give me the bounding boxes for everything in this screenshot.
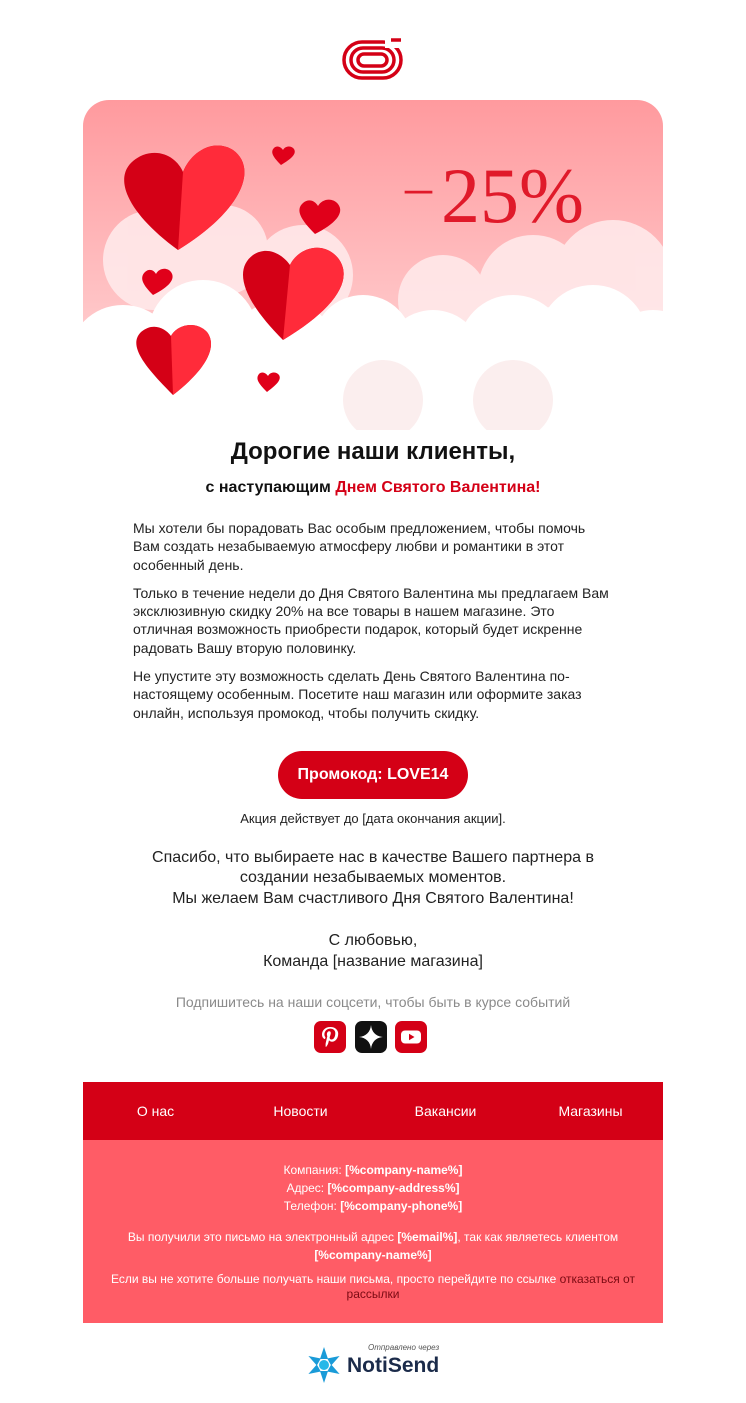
body-paragraph: Не упустите эту возможность сделать День Святого Валентина по-настоящему особенным. Посетите наш магазин или оформите заказ онлайн, используя промокод, чтобы получить скидку.	[133, 668, 582, 721]
notisend-sent-via: Отправлено через	[368, 1343, 440, 1352]
small-discount-20: 20%	[503, 302, 555, 333]
body-paragraph: Мы хотели бы порадовать Вас особым предложением, чтобы помочь Вам создать незабываемую атмосферу любви и романтики в этот особенный день.	[133, 520, 586, 573]
unsub-prefix: Если вы не хотите больше получать наши письма, просто перейдите по ссылке	[111, 1272, 560, 1286]
star-icon	[355, 1021, 387, 1053]
social-caption: Подпишитесь на наши соцсети, чтобы быть в курсе событий	[175, 994, 571, 1010]
email-body	[133, 519, 613, 732]
phone-label: Телефон:	[283, 1199, 341, 1213]
nav-item-about[interactable]: О нас	[136, 1103, 175, 1119]
main-discount: 25%	[441, 152, 584, 239]
greeting-subtitle	[83, 479, 663, 497]
footer-received-notice	[103, 1228, 643, 1264]
received-company: [%company-name%]	[314, 1248, 432, 1262]
received-middle: , так как являетесь клиентом	[457, 1230, 619, 1244]
phone-value: [%company-phone%]	[340, 1199, 463, 1213]
promo-note: Акция действует до [дата окончания акции].	[240, 811, 506, 826]
footer-unsubscribe-notice	[103, 1272, 643, 1302]
nav-item-vacancies[interactable]: Вакансии	[414, 1103, 477, 1119]
unsubscribe-link[interactable]: отказаться от рассылки	[346, 1272, 635, 1301]
promo-code-button[interactable]: Промокод: LOVE14	[278, 751, 468, 799]
thanks-block	[133, 848, 613, 909]
footer-company	[103, 1163, 643, 1177]
signoff-block	[133, 931, 613, 972]
received-prefix: Вы получили это письмо на электронный адрес	[127, 1230, 398, 1244]
star-link[interactable]	[355, 1021, 387, 1053]
notisend-name: NotiSend	[347, 1354, 440, 1377]
company-value: [%company-name%]	[345, 1163, 463, 1177]
thanks-line: Спасибо, что выбираете нас в качестве Вашего партнера в создании незабываемых моментов.	[152, 849, 594, 887]
footer-nav	[83, 1082, 663, 1140]
received-email: [%email%]	[397, 1230, 458, 1244]
footer-info	[83, 1140, 663, 1323]
subtitle-highlight: Днем Святого Валентина!	[335, 479, 541, 496]
signoff-team: Команда [название магазина]	[263, 952, 483, 970]
footer-address	[103, 1181, 643, 1195]
discount-prefix: –	[405, 157, 432, 217]
pinterest-link[interactable]	[314, 1021, 346, 1053]
nav-item-news[interactable]: Новости	[273, 1103, 328, 1119]
signoff-line: С любовью,	[328, 932, 418, 949]
address-label: Адрес:	[286, 1181, 328, 1195]
thanks-line: Мы желаем Вам счастливого Дня Святого Валентина!	[172, 889, 574, 907]
brand-logo[interactable]	[341, 38, 405, 82]
notisend-badge[interactable]	[302, 1340, 447, 1386]
company-label: Компания:	[283, 1163, 346, 1177]
youtube-icon	[395, 1021, 427, 1053]
youtube-link[interactable]	[395, 1021, 427, 1053]
notisend-logo-icon	[306, 1347, 341, 1383]
brand-logo-icon	[341, 38, 405, 82]
greeting-title: Дорогие наши клиенты,	[230, 438, 516, 465]
valentine-banner	[83, 100, 663, 430]
body-paragraph: Только в течение недели до Дня Святого Валентина мы предлагаем Вам эксклюзивную скидку 20% на все товары в нашем магазине. Это отличная возможность приобрести подарок, который будет искренне радовать Вашу вторую половинку.	[133, 584, 609, 656]
address-value: [%company-address%]	[327, 1181, 460, 1195]
pinterest-icon	[314, 1021, 346, 1053]
small-discount-10: 10%	[391, 312, 443, 343]
subtitle-prefix: с наступающим	[205, 479, 336, 496]
footer-phone	[103, 1199, 643, 1213]
nav-item-stores[interactable]: Магазины	[558, 1103, 623, 1119]
small-discount-50: 50%	[565, 333, 628, 370]
